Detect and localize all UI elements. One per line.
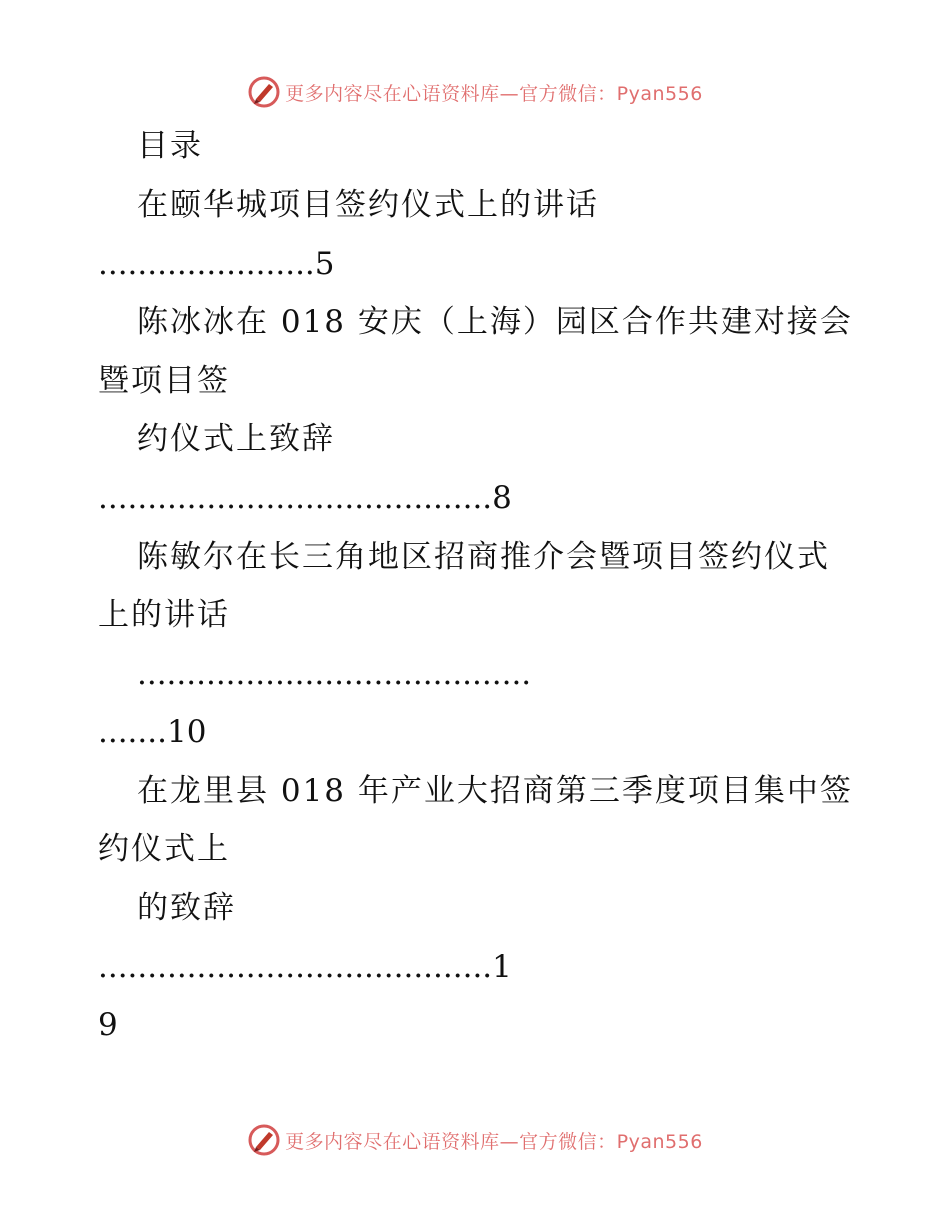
toc-entry-3-leader-line-1: ........................................ xyxy=(137,656,532,692)
toc-title: 目录 xyxy=(137,128,203,164)
watermark-header xyxy=(0,72,950,112)
toc-entry-1-title: 在颐华城项目签约仪式上的讲话 xyxy=(137,187,599,223)
toc-entry-2-leader: ........................................8 xyxy=(98,480,512,516)
toc-entry-3-title-line-1: 陈敏尔在长三角地区招商推介会暨项目签约仪式 xyxy=(137,539,830,575)
toc-entry-1-leader: ......................5 xyxy=(98,246,335,282)
toc-entry-2-title-line-3: 约仪式上致辞 xyxy=(137,421,335,457)
toc-entry-3-leader-line-2: .......10 xyxy=(98,714,207,750)
toc-entry-4-title-line-1: 在龙里县 018 年产业大招商第三季度项目集中签 xyxy=(137,773,853,809)
pen-logo-icon xyxy=(247,1123,281,1157)
toc-entry-4-title-line-2: 约仪式上 xyxy=(98,831,230,867)
toc-entry-4-leader-line-1: ........................................1 xyxy=(98,949,512,985)
toc-entry-4-leader-line-2: 9 xyxy=(98,1007,118,1043)
toc-entry-2-title-line-1: 陈冰冰在 018 安庆（上海）园区合作共建对接会 xyxy=(137,304,853,340)
watermark-footer xyxy=(0,1120,950,1160)
toc-entry-3-title-line-2: 上的讲话 xyxy=(98,597,230,633)
watermark-text: 更多内容尽在心语资料库—官方微信：Pyan556 xyxy=(285,82,703,105)
pen-logo-icon xyxy=(247,75,281,109)
toc-entry-2-title-line-2: 暨项目签 xyxy=(98,363,230,399)
watermark-text: 更多内容尽在心语资料库—官方微信：Pyan556 xyxy=(285,1130,703,1153)
toc-entry-4-title-line-3: 的致辞 xyxy=(137,890,236,926)
